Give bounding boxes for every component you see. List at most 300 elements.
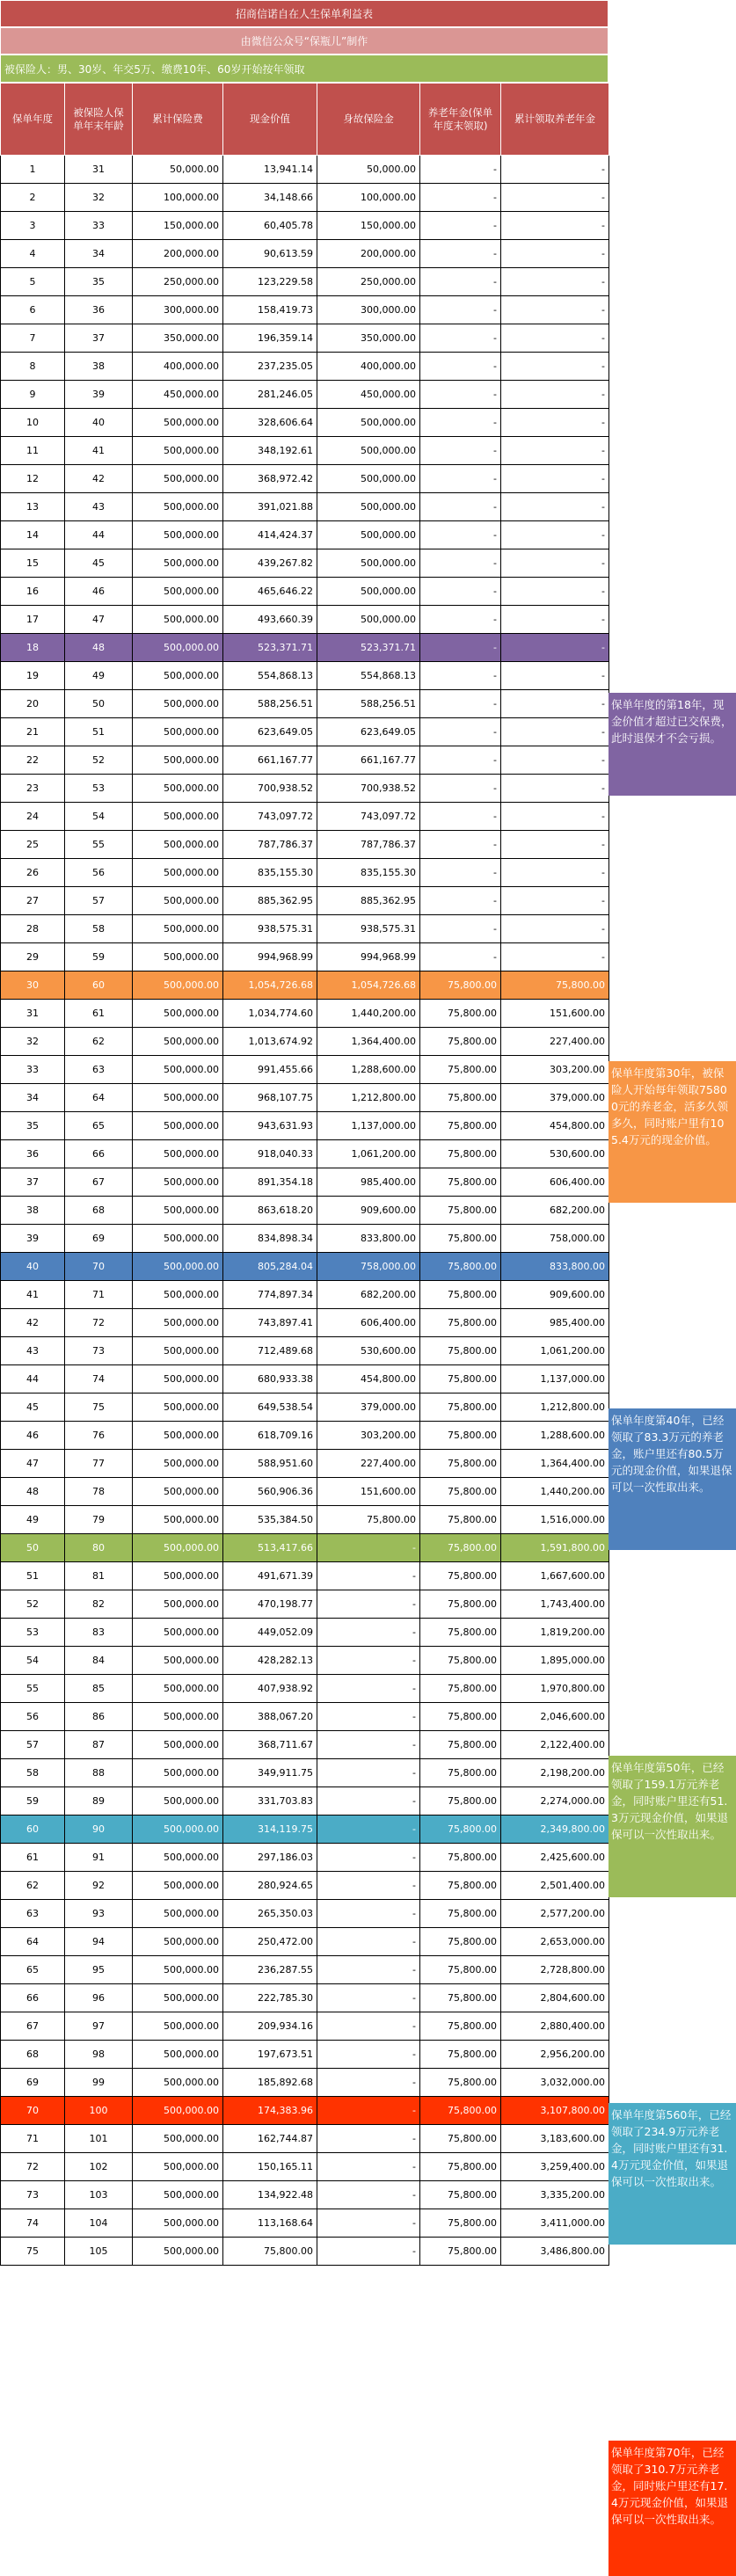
cell-death-benefit: - bbox=[317, 1759, 420, 1787]
cell-cash-value: 34,148.66 bbox=[223, 184, 317, 212]
cell-insured-age: 59 bbox=[65, 943, 133, 971]
cell-cash-value: 712,489.68 bbox=[223, 1337, 317, 1365]
cell-death-benefit: 500,000.00 bbox=[317, 549, 420, 578]
cell-cumulative-premium: 500,000.00 bbox=[133, 465, 223, 493]
cell-annuity: - bbox=[420, 775, 501, 803]
cell-insured-age: 101 bbox=[65, 2125, 133, 2153]
cell-death-benefit: - bbox=[317, 2238, 420, 2266]
cell-cumulative-annuity: 303,200.00 bbox=[501, 1056, 609, 1084]
cell-death-benefit: 1,440,200.00 bbox=[317, 1000, 420, 1028]
cell-death-benefit: 787,786.37 bbox=[317, 831, 420, 859]
cell-cumulative-premium: 200,000.00 bbox=[133, 240, 223, 268]
cell-policy-year: 45 bbox=[1, 1394, 65, 1422]
table-row bbox=[1, 1759, 609, 1787]
cell-policy-year: 57 bbox=[1, 1731, 65, 1759]
cell-death-benefit: 554,868.13 bbox=[317, 662, 420, 690]
cell-insured-age: 89 bbox=[65, 1787, 133, 1816]
cell-cumulative-premium: 150,000.00 bbox=[133, 212, 223, 240]
cell-cash-value: 237,235.05 bbox=[223, 353, 317, 381]
cell-annuity: - bbox=[420, 437, 501, 465]
cell-insured-age: 65 bbox=[65, 1112, 133, 1140]
cell-annuity: - bbox=[420, 606, 501, 634]
cell-cumulative-premium: 500,000.00 bbox=[133, 2238, 223, 2266]
cell-annuity: 75,800.00 bbox=[420, 1787, 501, 1816]
cell-cumulative-annuity: 530,600.00 bbox=[501, 1140, 609, 1168]
cell-insured-age: 68 bbox=[65, 1197, 133, 1225]
header-insured-age: 被保险人保单年末年龄 bbox=[65, 84, 133, 156]
cell-insured-age: 73 bbox=[65, 1337, 133, 1365]
cell-death-benefit: 700,938.52 bbox=[317, 775, 420, 803]
cell-death-benefit: - bbox=[317, 2069, 420, 2097]
table-row bbox=[1, 381, 609, 409]
cell-cumulative-annuity: 2,501,400.00 bbox=[501, 1872, 609, 1900]
note-green: 保单年度第50年，已经领取了159.1万元养老金，同时账户里还有51.3万元现金价值，如果退保可以一次性取出来。 bbox=[608, 1756, 736, 1897]
cell-insured-age: 49 bbox=[65, 662, 133, 690]
cell-policy-year: 3 bbox=[1, 212, 65, 240]
cell-death-benefit: - bbox=[317, 2041, 420, 2069]
note-blue: 保单年度第40年，已经领取了83.3万元的养老金，账户里还有80.5万元的现金价值，如果退保可以一次性取出来。 bbox=[608, 1408, 736, 1550]
cell-cumulative-premium: 500,000.00 bbox=[133, 606, 223, 634]
table-row bbox=[1, 1309, 609, 1337]
table-row bbox=[1, 1816, 609, 1844]
cell-cash-value: 523,371.71 bbox=[223, 634, 317, 662]
cell-cash-value: 991,455.66 bbox=[223, 1056, 317, 1084]
cell-policy-year: 31 bbox=[1, 1000, 65, 1028]
cell-policy-year: 64 bbox=[1, 1928, 65, 1956]
cell-cumulative-premium: 500,000.00 bbox=[133, 718, 223, 746]
cell-policy-year: 6 bbox=[1, 296, 65, 324]
cell-death-benefit: 379,000.00 bbox=[317, 1394, 420, 1422]
cell-cumulative-annuity: 2,577,200.00 bbox=[501, 1900, 609, 1928]
cell-death-benefit: 523,371.71 bbox=[317, 634, 420, 662]
cell-cumulative-annuity: - bbox=[501, 212, 609, 240]
insured-info: 被保险人：男、30岁、年交5万、缴费10年、60岁开始按年领取 bbox=[0, 55, 608, 83]
cell-policy-year: 34 bbox=[1, 1084, 65, 1112]
cell-cumulative-premium: 500,000.00 bbox=[133, 1816, 223, 1844]
cell-cash-value: 209,934.16 bbox=[223, 2012, 317, 2041]
cell-annuity: 75,800.00 bbox=[420, 2041, 501, 2069]
cell-cumulative-annuity: 2,880,400.00 bbox=[501, 2012, 609, 2041]
cell-cumulative-annuity: - bbox=[501, 465, 609, 493]
cell-cash-value: 75,800.00 bbox=[223, 2238, 317, 2266]
cell-cash-value: 280,924.65 bbox=[223, 1872, 317, 1900]
note-teal: 保单年度第560年，已经领取了234.9万元养老金，同时账户里还有31.4万元现金价值，如果退保可以一次性取出来。 bbox=[608, 2103, 736, 2245]
cell-cumulative-premium: 500,000.00 bbox=[133, 1900, 223, 1928]
cell-cash-value: 265,350.03 bbox=[223, 1900, 317, 1928]
cell-cash-value: 60,405.78 bbox=[223, 212, 317, 240]
table-row bbox=[1, 1422, 609, 1450]
cell-insured-age: 47 bbox=[65, 606, 133, 634]
cell-annuity: - bbox=[420, 353, 501, 381]
note-purple: 保单年度的第18年，现金价值才超过已交保费，此时退保才不会亏损。 bbox=[608, 693, 736, 796]
table-row bbox=[1, 1647, 609, 1675]
cell-annuity: 75,800.00 bbox=[420, 1872, 501, 1900]
cell-cumulative-annuity: - bbox=[501, 803, 609, 831]
cell-cumulative-annuity: 2,728,800.00 bbox=[501, 1956, 609, 1984]
cell-annuity: - bbox=[420, 578, 501, 606]
cell-annuity: 75,800.00 bbox=[420, 1759, 501, 1787]
header-death-benefit: 身故保险金 bbox=[317, 84, 420, 156]
cell-cash-value: 743,897.41 bbox=[223, 1309, 317, 1337]
table-row bbox=[1, 1478, 609, 1506]
cell-policy-year: 74 bbox=[1, 2209, 65, 2238]
cell-cumulative-premium: 100,000.00 bbox=[133, 184, 223, 212]
cell-cumulative-annuity: 606,400.00 bbox=[501, 1168, 609, 1197]
table-row bbox=[1, 2069, 609, 2097]
cell-death-benefit: 743,097.72 bbox=[317, 803, 420, 831]
cell-annuity: - bbox=[420, 521, 501, 549]
cell-cumulative-annuity: - bbox=[501, 437, 609, 465]
cell-cumulative-annuity: 1,743,400.00 bbox=[501, 1590, 609, 1619]
cell-death-benefit: 606,400.00 bbox=[317, 1309, 420, 1337]
cell-death-benefit: - bbox=[317, 2153, 420, 2181]
cell-cash-value: 391,021.88 bbox=[223, 493, 317, 521]
cell-cash-value: 348,192.61 bbox=[223, 437, 317, 465]
table-row bbox=[1, 1056, 609, 1084]
cell-policy-year: 15 bbox=[1, 549, 65, 578]
cell-policy-year: 59 bbox=[1, 1787, 65, 1816]
cell-cumulative-annuity: - bbox=[501, 718, 609, 746]
cell-policy-year: 19 bbox=[1, 662, 65, 690]
cell-policy-year: 17 bbox=[1, 606, 65, 634]
cell-policy-year: 4 bbox=[1, 240, 65, 268]
table-row bbox=[1, 1506, 609, 1534]
table-row bbox=[1, 1197, 609, 1225]
cell-annuity: 75,800.00 bbox=[420, 1816, 501, 1844]
cell-insured-age: 83 bbox=[65, 1619, 133, 1647]
cell-cumulative-annuity: - bbox=[501, 381, 609, 409]
cell-annuity: 75,800.00 bbox=[420, 1365, 501, 1394]
cell-cash-value: 388,067.20 bbox=[223, 1703, 317, 1731]
cell-cash-value: 113,168.64 bbox=[223, 2209, 317, 2238]
cell-policy-year: 60 bbox=[1, 1816, 65, 1844]
cell-cumulative-premium: 500,000.00 bbox=[133, 915, 223, 943]
table-row bbox=[1, 1787, 609, 1816]
cell-cash-value: 649,538.54 bbox=[223, 1394, 317, 1422]
cell-death-benefit: - bbox=[317, 1816, 420, 1844]
cell-cumulative-annuity: 1,667,600.00 bbox=[501, 1562, 609, 1590]
cell-insured-age: 39 bbox=[65, 381, 133, 409]
cell-annuity: - bbox=[420, 887, 501, 915]
cell-cash-value: 661,167.77 bbox=[223, 746, 317, 775]
cell-cumulative-premium: 500,000.00 bbox=[133, 1225, 223, 1253]
cell-annuity: 75,800.00 bbox=[420, 1422, 501, 1450]
cell-cash-value: 314,119.75 bbox=[223, 1816, 317, 1844]
cell-cash-value: 535,384.50 bbox=[223, 1506, 317, 1534]
cell-policy-year: 18 bbox=[1, 634, 65, 662]
cell-cumulative-annuity: 3,411,000.00 bbox=[501, 2209, 609, 2238]
cell-cash-value: 1,013,674.92 bbox=[223, 1028, 317, 1056]
cell-cumulative-premium: 500,000.00 bbox=[133, 690, 223, 718]
cell-death-benefit: - bbox=[317, 1590, 420, 1619]
cell-death-benefit: 1,137,000.00 bbox=[317, 1112, 420, 1140]
cell-policy-year: 12 bbox=[1, 465, 65, 493]
cell-policy-year: 32 bbox=[1, 1028, 65, 1056]
cell-insured-age: 60 bbox=[65, 971, 133, 1000]
cell-annuity: - bbox=[420, 746, 501, 775]
table-row bbox=[1, 1984, 609, 2012]
cell-cash-value: 891,354.18 bbox=[223, 1168, 317, 1197]
cell-cash-value: 449,052.09 bbox=[223, 1619, 317, 1647]
cell-policy-year: 43 bbox=[1, 1337, 65, 1365]
table-row bbox=[1, 1253, 609, 1281]
table-row bbox=[1, 2153, 609, 2181]
cell-insured-age: 78 bbox=[65, 1478, 133, 1506]
table-row bbox=[1, 578, 609, 606]
cell-policy-year: 37 bbox=[1, 1168, 65, 1197]
table-row bbox=[1, 184, 609, 212]
cell-cumulative-premium: 500,000.00 bbox=[133, 746, 223, 775]
cell-insured-age: 61 bbox=[65, 1000, 133, 1028]
cell-annuity: 75,800.00 bbox=[420, 1168, 501, 1197]
cell-annuity: 75,800.00 bbox=[420, 2097, 501, 2125]
table-row bbox=[1, 1731, 609, 1759]
cell-annuity: - bbox=[420, 268, 501, 296]
cell-cumulative-annuity: 3,183,600.00 bbox=[501, 2125, 609, 2153]
cell-policy-year: 36 bbox=[1, 1140, 65, 1168]
cell-cash-value: 196,359.14 bbox=[223, 324, 317, 353]
cell-cumulative-annuity: - bbox=[501, 578, 609, 606]
cell-policy-year: 5 bbox=[1, 268, 65, 296]
cell-annuity: 75,800.00 bbox=[420, 1000, 501, 1028]
cell-cumulative-annuity: 1,819,200.00 bbox=[501, 1619, 609, 1647]
cell-cumulative-annuity: - bbox=[501, 775, 609, 803]
table-row bbox=[1, 324, 609, 353]
cell-death-benefit: 150,000.00 bbox=[317, 212, 420, 240]
cell-cash-value: 328,606.64 bbox=[223, 409, 317, 437]
table-row bbox=[1, 1844, 609, 1872]
cell-death-benefit: - bbox=[317, 2012, 420, 2041]
table-row bbox=[1, 240, 609, 268]
table-row bbox=[1, 2238, 609, 2266]
cell-cumulative-premium: 500,000.00 bbox=[133, 1534, 223, 1562]
cell-cumulative-annuity: 2,046,600.00 bbox=[501, 1703, 609, 1731]
table-row bbox=[1, 268, 609, 296]
cell-cumulative-annuity: 985,400.00 bbox=[501, 1309, 609, 1337]
cell-death-benefit: - bbox=[317, 1872, 420, 1900]
cell-cash-value: 174,383.96 bbox=[223, 2097, 317, 2125]
cell-insured-age: 63 bbox=[65, 1056, 133, 1084]
cell-annuity: 75,800.00 bbox=[420, 1956, 501, 1984]
cell-cumulative-annuity: - bbox=[501, 634, 609, 662]
cell-death-benefit: 1,212,800.00 bbox=[317, 1084, 420, 1112]
cell-policy-year: 44 bbox=[1, 1365, 65, 1394]
cell-policy-year: 27 bbox=[1, 887, 65, 915]
cell-insured-age: 64 bbox=[65, 1084, 133, 1112]
cell-death-benefit: 75,800.00 bbox=[317, 1506, 420, 1534]
cell-cumulative-premium: 500,000.00 bbox=[133, 1956, 223, 1984]
cell-death-benefit: 623,649.05 bbox=[317, 718, 420, 746]
cell-policy-year: 35 bbox=[1, 1112, 65, 1140]
cell-policy-year: 25 bbox=[1, 831, 65, 859]
cell-death-benefit: 200,000.00 bbox=[317, 240, 420, 268]
cell-insured-age: 90 bbox=[65, 1816, 133, 1844]
cell-cumulative-premium: 500,000.00 bbox=[133, 1168, 223, 1197]
cell-cumulative-premium: 500,000.00 bbox=[133, 1253, 223, 1281]
cell-cash-value: 834,898.34 bbox=[223, 1225, 317, 1253]
table-row bbox=[1, 521, 609, 549]
cell-cumulative-annuity: 1,364,400.00 bbox=[501, 1450, 609, 1478]
cell-policy-year: 8 bbox=[1, 353, 65, 381]
cell-policy-year: 61 bbox=[1, 1844, 65, 1872]
cell-insured-age: 45 bbox=[65, 549, 133, 578]
cell-annuity: 75,800.00 bbox=[420, 1619, 501, 1647]
cell-policy-year: 38 bbox=[1, 1197, 65, 1225]
cell-death-benefit: - bbox=[317, 1844, 420, 1872]
cell-annuity: 75,800.00 bbox=[420, 1028, 501, 1056]
cell-annuity: 75,800.00 bbox=[420, 2125, 501, 2153]
cell-cumulative-annuity: - bbox=[501, 859, 609, 887]
cell-policy-year: 72 bbox=[1, 2153, 65, 2181]
cell-cumulative-premium: 500,000.00 bbox=[133, 578, 223, 606]
cell-annuity: 75,800.00 bbox=[420, 1253, 501, 1281]
table-row bbox=[1, 465, 609, 493]
cell-annuity: 75,800.00 bbox=[420, 1337, 501, 1365]
cell-cumulative-annuity: 2,804,600.00 bbox=[501, 1984, 609, 2012]
cell-insured-age: 75 bbox=[65, 1394, 133, 1422]
cell-cumulative-annuity: - bbox=[501, 887, 609, 915]
cell-policy-year: 13 bbox=[1, 493, 65, 521]
cell-death-benefit: - bbox=[317, 1534, 420, 1562]
cell-policy-year: 62 bbox=[1, 1872, 65, 1900]
cell-annuity: 75,800.00 bbox=[420, 1984, 501, 2012]
cell-cumulative-annuity: 3,335,200.00 bbox=[501, 2181, 609, 2209]
cell-policy-year: 28 bbox=[1, 915, 65, 943]
cell-death-benefit: 985,400.00 bbox=[317, 1168, 420, 1197]
cell-death-benefit: 909,600.00 bbox=[317, 1197, 420, 1225]
cell-cumulative-premium: 500,000.00 bbox=[133, 1028, 223, 1056]
cell-policy-year: 50 bbox=[1, 1534, 65, 1562]
header-policy-year: 保单年度 bbox=[1, 84, 65, 156]
cell-annuity: - bbox=[420, 409, 501, 437]
cell-cumulative-annuity: 3,486,800.00 bbox=[501, 2238, 609, 2266]
cell-cash-value: 368,972.42 bbox=[223, 465, 317, 493]
cell-death-benefit: 661,167.77 bbox=[317, 746, 420, 775]
cell-insured-age: 72 bbox=[65, 1309, 133, 1337]
cell-insured-age: 67 bbox=[65, 1168, 133, 1197]
cell-policy-year: 56 bbox=[1, 1703, 65, 1731]
cell-cash-value: 491,671.39 bbox=[223, 1562, 317, 1590]
cell-cumulative-annuity: 454,800.00 bbox=[501, 1112, 609, 1140]
cell-policy-year: 21 bbox=[1, 718, 65, 746]
cell-cumulative-premium: 500,000.00 bbox=[133, 1619, 223, 1647]
cell-cumulative-premium: 500,000.00 bbox=[133, 1478, 223, 1506]
cell-insured-age: 104 bbox=[65, 2209, 133, 2238]
cell-policy-year: 49 bbox=[1, 1506, 65, 1534]
table-row bbox=[1, 2097, 609, 2125]
cell-cumulative-annuity: - bbox=[501, 409, 609, 437]
cell-cumulative-annuity: - bbox=[501, 493, 609, 521]
cell-insured-age: 57 bbox=[65, 887, 133, 915]
cell-insured-age: 76 bbox=[65, 1422, 133, 1450]
cell-death-benefit: 682,200.00 bbox=[317, 1281, 420, 1309]
cell-cumulative-annuity: 1,212,800.00 bbox=[501, 1394, 609, 1422]
cell-cumulative-annuity: 227,400.00 bbox=[501, 1028, 609, 1056]
cell-cumulative-premium: 500,000.00 bbox=[133, 1084, 223, 1112]
cell-cumulative-annuity: - bbox=[501, 521, 609, 549]
cell-cumulative-annuity: - bbox=[501, 296, 609, 324]
header-cumulative-premium: 累计保险费 bbox=[133, 84, 223, 156]
cell-cumulative-annuity: - bbox=[501, 831, 609, 859]
cell-insured-age: 82 bbox=[65, 1590, 133, 1619]
cell-policy-year: 48 bbox=[1, 1478, 65, 1506]
header-annuity: 养老年金(保单年度末领取) bbox=[420, 84, 501, 156]
cell-cash-value: 185,892.68 bbox=[223, 2069, 317, 2097]
cell-policy-year: 46 bbox=[1, 1422, 65, 1450]
cell-annuity: - bbox=[420, 859, 501, 887]
cell-cash-value: 588,256.51 bbox=[223, 690, 317, 718]
cell-death-benefit: 300,000.00 bbox=[317, 296, 420, 324]
cell-cash-value: 1,054,726.68 bbox=[223, 971, 317, 1000]
cell-insured-age: 81 bbox=[65, 1562, 133, 1590]
cell-cumulative-premium: 500,000.00 bbox=[133, 1422, 223, 1450]
cell-cumulative-annuity: - bbox=[501, 943, 609, 971]
cell-cash-value: 1,034,774.60 bbox=[223, 1000, 317, 1028]
cell-annuity: - bbox=[420, 915, 501, 943]
cell-death-benefit: - bbox=[317, 1984, 420, 2012]
cell-cash-value: 407,938.92 bbox=[223, 1675, 317, 1703]
cell-cash-value: 281,246.05 bbox=[223, 381, 317, 409]
table-row bbox=[1, 1281, 609, 1309]
cell-annuity: 75,800.00 bbox=[420, 1225, 501, 1253]
cell-annuity: - bbox=[420, 831, 501, 859]
cell-policy-year: 41 bbox=[1, 1281, 65, 1309]
cell-cumulative-premium: 500,000.00 bbox=[133, 1394, 223, 1422]
cell-cumulative-annuity: 682,200.00 bbox=[501, 1197, 609, 1225]
cell-cash-value: 197,673.51 bbox=[223, 2041, 317, 2069]
cell-death-benefit: 500,000.00 bbox=[317, 409, 420, 437]
note-orange: 保单年度第30年，被保险人开始每年领取75800元的养老金，活多久领多久，同时账户里有105.4万元的现金价值。 bbox=[608, 1061, 736, 1203]
cell-death-benefit: 500,000.00 bbox=[317, 578, 420, 606]
cell-cash-value: 743,097.72 bbox=[223, 803, 317, 831]
cell-insured-age: 85 bbox=[65, 1675, 133, 1703]
cell-insured-age: 34 bbox=[65, 240, 133, 268]
table-row bbox=[1, 1000, 609, 1028]
cell-death-benefit: 454,800.00 bbox=[317, 1365, 420, 1394]
cell-death-benefit: - bbox=[317, 1675, 420, 1703]
cell-policy-year: 23 bbox=[1, 775, 65, 803]
cell-cash-value: 588,951.60 bbox=[223, 1450, 317, 1478]
table-row bbox=[1, 718, 609, 746]
cell-cumulative-premium: 250,000.00 bbox=[133, 268, 223, 296]
cell-insured-age: 31 bbox=[65, 156, 133, 184]
cell-insured-age: 94 bbox=[65, 1928, 133, 1956]
table-row bbox=[1, 1562, 609, 1590]
table-row bbox=[1, 1112, 609, 1140]
table-row bbox=[1, 549, 609, 578]
cell-policy-year: 47 bbox=[1, 1450, 65, 1478]
cell-cumulative-premium: 500,000.00 bbox=[133, 437, 223, 465]
cell-annuity: - bbox=[420, 943, 501, 971]
cell-cumulative-premium: 500,000.00 bbox=[133, 1647, 223, 1675]
cell-annuity: 75,800.00 bbox=[420, 1675, 501, 1703]
cell-cash-value: 885,362.95 bbox=[223, 887, 317, 915]
cell-cumulative-annuity: 379,000.00 bbox=[501, 1084, 609, 1112]
cell-annuity: 75,800.00 bbox=[420, 1450, 501, 1478]
cell-cumulative-premium: 500,000.00 bbox=[133, 971, 223, 1000]
table-row bbox=[1, 1590, 609, 1619]
cell-cash-value: 428,282.13 bbox=[223, 1647, 317, 1675]
cell-policy-year: 66 bbox=[1, 1984, 65, 2012]
cell-insured-age: 92 bbox=[65, 1872, 133, 1900]
benefit-table bbox=[0, 83, 609, 2266]
cell-cumulative-annuity: - bbox=[501, 746, 609, 775]
cell-cumulative-annuity: 1,895,000.00 bbox=[501, 1647, 609, 1675]
cell-cumulative-premium: 500,000.00 bbox=[133, 1872, 223, 1900]
cell-insured-age: 102 bbox=[65, 2153, 133, 2181]
table-row bbox=[1, 1900, 609, 1928]
table-row bbox=[1, 606, 609, 634]
